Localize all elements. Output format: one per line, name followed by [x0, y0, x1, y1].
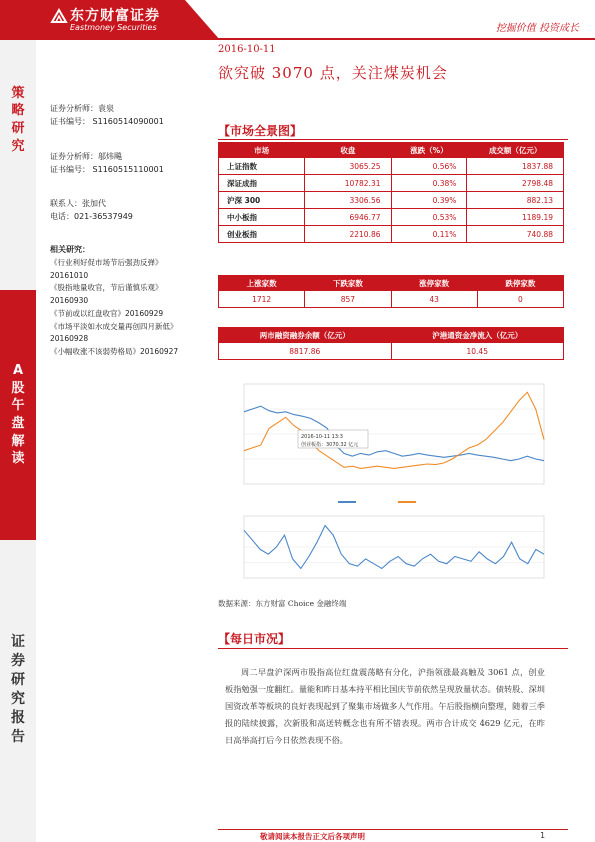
analyst-1 [50, 102, 164, 128]
related-item: 20161010 [50, 270, 89, 280]
col-change: 涨跌（%） [391, 143, 467, 158]
cell-turnover: 1189.19 [467, 209, 564, 226]
sidebar-top-char: 研 [11, 121, 25, 136]
analyst-2-role: 证券分析师：邬炜飚 [50, 152, 122, 161]
cell-market: 创业板指 [219, 226, 305, 243]
market-heading-rule [218, 139, 568, 140]
report-date: 2016-10-11 [218, 44, 276, 55]
contact-phone: 电话：021-36537949 [50, 212, 133, 221]
analyst-1-cert: 证书编号： S1160514090001 [50, 117, 164, 126]
cell-change: 0.56% [391, 158, 467, 175]
slogan: 挖掘价值 投资成长 [495, 23, 579, 34]
logo-chinese: 东方财富证券 [70, 8, 160, 24]
footer-disclaimer: 敬请阅读本报告正文后各项声明 [260, 832, 365, 841]
contact-person: 联系人：张加代 [50, 199, 106, 208]
sidebar-bot-char: 券 [11, 653, 25, 670]
cell-close: 2210.86 [305, 226, 391, 243]
sidebar-mid-char: 股 [11, 380, 25, 396]
daily-heading: 【每日市况】 [218, 632, 291, 646]
volume-chart-svg [218, 512, 564, 594]
series-line-1 [244, 392, 544, 468]
sidebar-bot-char: 告 [11, 728, 25, 745]
limit-table [218, 275, 564, 308]
sidebar-mid-char: 解 [11, 433, 25, 449]
header-rule [210, 38, 595, 40]
market-table [218, 142, 564, 243]
sidebar-top-char: 究 [11, 138, 25, 154]
cell-close: 10782.31 [305, 175, 391, 192]
sidebar-mid-char: 读 [11, 451, 25, 467]
sidebar-category [0, 40, 36, 200]
cell-turnover: 740.88 [467, 226, 564, 243]
sidebar-bot-char: 报 [11, 709, 25, 726]
col-limit-up: 涨停家数 [391, 276, 477, 291]
table-row [219, 226, 564, 243]
cell-hk-connect: 10.45 [391, 343, 564, 360]
related-item: 《股指地量收官，节后谨慎乐观》 [50, 283, 163, 293]
table-row [219, 209, 564, 226]
col-close: 收盘 [305, 143, 391, 158]
related-research-title: 相关研究： [50, 245, 90, 254]
sidebar-top-char: 略 [11, 103, 25, 119]
col-margin-balance: 两市融资融券余额（亿元） [219, 328, 392, 343]
col-decliners: 下跌家数 [305, 276, 391, 291]
cell-market: 沪深 300 [219, 192, 305, 209]
col-limit-down: 跌停家数 [477, 276, 563, 291]
cell-market: 中小板指 [219, 209, 305, 226]
logo-english: Eastmoney Securities [70, 23, 157, 32]
cell-market: 上证指数 [219, 158, 305, 175]
contact [50, 197, 133, 223]
table-row [219, 343, 564, 360]
annotation-text: 创业板指：3070.32 亿元 [301, 442, 359, 448]
cell-advancers: 1712 [219, 291, 305, 308]
related-research-list [50, 257, 220, 359]
cell-turnover: 882.13 [467, 192, 564, 209]
table-row [219, 192, 564, 209]
sidebar-report-type [0, 290, 36, 540]
col-turnover: 成交额（亿元） [467, 143, 564, 158]
cell-turnover: 1837.88 [467, 158, 564, 175]
cell-change: 0.38% [391, 175, 467, 192]
col-hk-connect: 沪港通资金净流入（亿元） [391, 328, 564, 343]
flow-header-row [219, 328, 564, 343]
daily-text: 周二早盘沪深两市股指高位红盘震荡略有分化，沪指领涨最高触及 3061 点，创业板指勉强一度翻红。量能和昨日基本持平相比国庆节前依然呈现放量状态。债转股、深圳国资改革等板块的良好表现起到了聚集市场做多人气作用。午后股指横向整理，随着三季报的陆续披露，次新股和高送转概念也有所不错表现。两市合计成交 4629 亿元，在昨日高举高打后今日依然表现不俗。 [225, 667, 545, 745]
cell-market: 深证成指 [219, 175, 305, 192]
related-item: 20160930 [50, 296, 89, 306]
sidebar-report-label [0, 600, 36, 780]
sidebar-top-char: 策 [11, 85, 25, 101]
sidebar-mid-char: 午 [11, 398, 25, 414]
analyst-1-role: 证券分析师：袁泉 [50, 104, 114, 113]
related-item: 《市场平淡如水成交量再创四月新低》 [50, 321, 178, 331]
sidebar-bot-char: 证 [11, 634, 25, 651]
cell-decliners: 857 [305, 291, 391, 308]
cell-margin-balance: 8817.86 [219, 343, 392, 360]
daily-heading-rule [218, 648, 568, 649]
cell-close: 6946.77 [305, 209, 391, 226]
eastmoney-logo-icon [50, 8, 68, 24]
cell-close: 3306.56 [305, 192, 391, 209]
footer-rule [218, 829, 568, 830]
sidebar-bot-char: 研 [11, 672, 25, 689]
sidebar-mid-char: 盘 [11, 416, 25, 431]
data-source: 数据来源：东方财富 Choice 金融终端 [218, 599, 347, 608]
intraday-chart-svg [218, 378, 564, 510]
volume-chart [218, 512, 564, 594]
chart-annotation [298, 430, 368, 448]
report-title: 欲究破 3070 点，关注煤炭机会 [218, 64, 448, 82]
cell-limit-up: 43 [391, 291, 477, 308]
col-advancers: 上涨家数 [219, 276, 305, 291]
cell-turnover: 2798.48 [467, 175, 564, 192]
flow-table [218, 327, 564, 360]
sidebar-mid-char: A [12, 363, 24, 379]
series-line-0 [244, 406, 544, 461]
cell-change: 0.39% [391, 192, 467, 209]
related-item: 《行业利好促市场节后强劲反弹》 [50, 258, 163, 267]
analyst-2-cert: 证书编号： S1160515110001 [50, 165, 164, 174]
limit-header-row [219, 276, 564, 291]
cell-limit-down: 0 [477, 291, 563, 308]
related-item: 《节前或以红盘收官》20160929 [50, 308, 164, 318]
page-number: 1 [540, 831, 546, 840]
related-item: 《小幅收涨不该弱势格局》20160927 [50, 346, 179, 356]
analyst-2 [50, 150, 164, 176]
col-market: 市场 [219, 143, 305, 158]
cell-change: 0.11% [391, 226, 467, 243]
annotation-text: 2016-10-11 13:3 [301, 434, 343, 440]
table-row [219, 175, 564, 192]
related-item: 20160928 [50, 334, 89, 344]
table-row [219, 291, 564, 308]
table-row [219, 158, 564, 175]
market-heading: 【市场全景图】 [218, 124, 303, 138]
cell-change: 0.53% [391, 209, 467, 226]
page-header [0, 0, 595, 40]
market-header-row [219, 143, 564, 158]
sidebar-bot-char: 究 [11, 691, 25, 707]
cell-close: 3065.25 [305, 158, 391, 175]
intraday-chart [218, 378, 564, 510]
